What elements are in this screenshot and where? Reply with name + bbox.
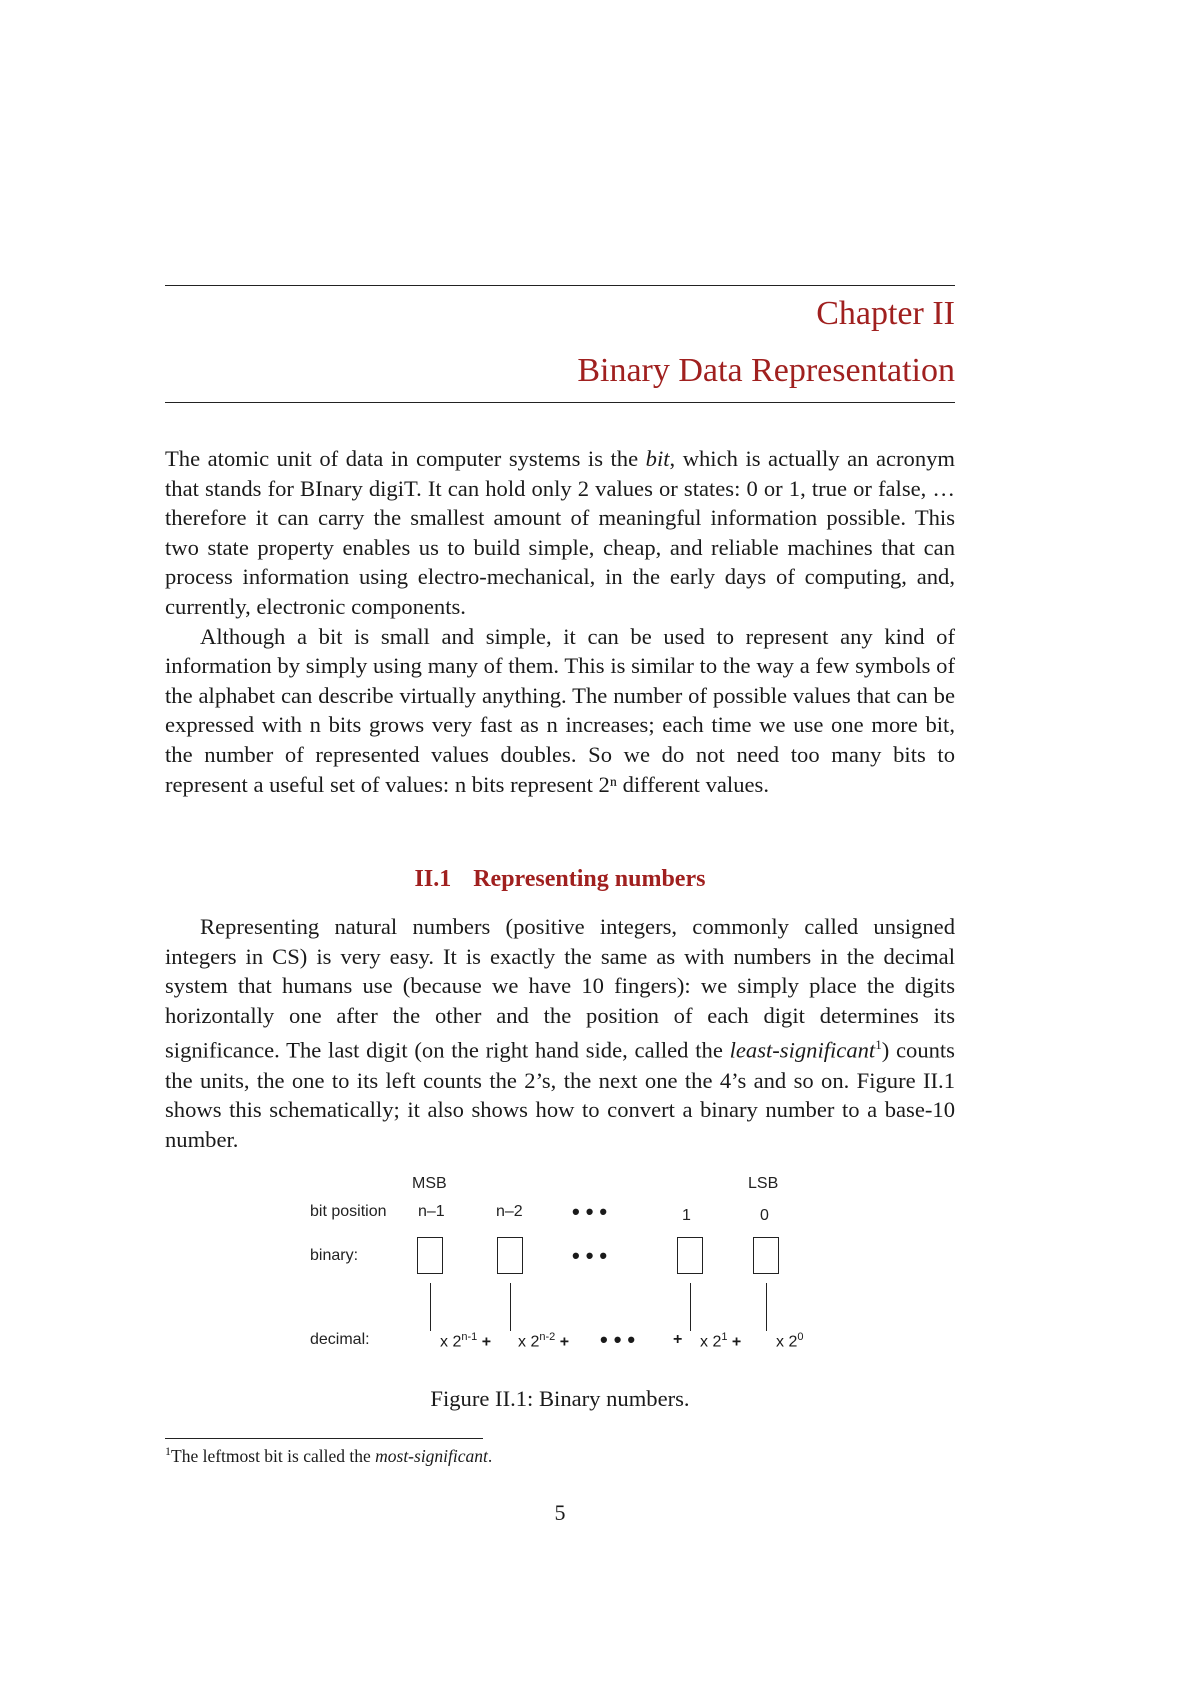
page-number: 5 xyxy=(554,1500,566,1525)
arrow-0 xyxy=(766,1283,767,1331)
bit-position-label: bit position xyxy=(310,1203,387,1220)
bit-position-1: 1 xyxy=(682,1207,691,1224)
term-0: x $2^0$ xyxy=(776,1331,804,1351)
decimal-label: decimal: xyxy=(310,1331,370,1348)
bit-box-1 xyxy=(677,1237,703,1274)
section-text xyxy=(165,912,955,1154)
term-n-2: x 2$^{n-2}$ + xyxy=(518,1331,570,1351)
footnote: $^1$The leftmost bit is called the most-significant. xyxy=(165,1444,493,1466)
bit-position-n-1: n–1 xyxy=(418,1203,445,1220)
decimal-ellipsis: ••• xyxy=(600,1327,642,1352)
term-n-1: x 2$^{n-1}$ + xyxy=(440,1331,492,1351)
arrow-1 xyxy=(690,1283,691,1331)
msb-label: MSB xyxy=(412,1175,447,1192)
bit-box-n-1 xyxy=(417,1237,443,1274)
chapter-bottom-rule xyxy=(165,402,955,403)
bit-position-ellipsis: ••• xyxy=(572,1199,614,1224)
arrow-n-1 xyxy=(430,1283,431,1331)
binary-label: binary: xyxy=(310,1247,359,1264)
intro-text xyxy=(165,444,955,799)
arrow-n-2 xyxy=(510,1283,511,1331)
binary-figure xyxy=(0,1165,1200,1390)
section-paragraph-1: Representing natural numbers (positive integers, commonly called unsigned integers in CS) is very easy. It is exactly the same as with numbers in the decimal system that humans use (because we have 10 fingers): we simply place the digits horizontally one after the other and the position of each digit determines its significance. The last digit (on the right hand side, called the least-significant$^1$) counts the units, the one to its left counts the 2’s, the next one the 4’s and so on. Figure II.1 shows this schematically; it also shows how to convert a binary number to a base-10 number. xyxy=(165,914,955,1152)
section-heading: II.1 Representing numbers xyxy=(414,866,706,892)
bit-box-n-2 xyxy=(497,1237,523,1274)
term-1: x $2^1$ + xyxy=(700,1331,742,1351)
intro-paragraph-1: The atomic unit of data in computer systems is the bit, which is actually an acronym that stands for BInary digiT. It can hold only 2 values or states: 0 or 1, true or false, …therefore it can carry the smallest amount of meaningful information possible. This two state property enables us to build simple, cheap, and reliable machines that can process information using electro-mechanical, in the early days of computing, and, currently, electronic components. xyxy=(165,446,955,619)
intro-paragraph-2: Although a bit is small and simple, it can be used to represent any kind of information by simply using many of them. This is similar to the way a few symbols of the alphabet can describe virtually anything. The number of possible values that can be expressed with n bits grows very fast as n increases; each time we use one more bit, the number of represented values doubles. So we do not need too many bits to represent a useful set of values: n bits represent 2ⁿ different values. xyxy=(165,623,955,797)
bit-position-n-2: n–2 xyxy=(496,1203,523,1220)
figure-caption: Figure II.1: Binary numbers. xyxy=(430,1386,690,1411)
binary-ellipsis: ••• xyxy=(572,1243,614,1268)
footnote-rule xyxy=(165,1438,483,1439)
bit-box-0 xyxy=(753,1237,779,1274)
chapter-label: Chapter II xyxy=(816,295,955,332)
bit-position-0: 0 xyxy=(760,1207,769,1224)
lsb-label: LSB xyxy=(748,1175,779,1192)
decimal-plus: + xyxy=(673,1331,683,1348)
chapter-top-rule xyxy=(165,285,955,286)
chapter-title: Binary Data Representation xyxy=(577,352,955,389)
